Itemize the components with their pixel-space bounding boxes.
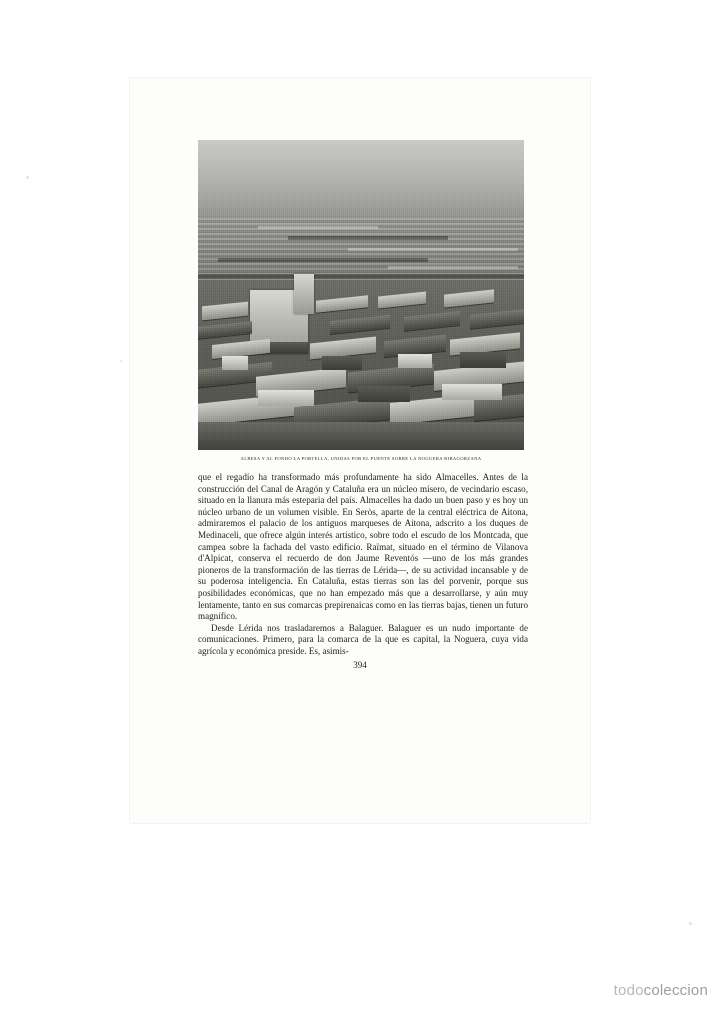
watermark-prefix: todo <box>613 982 644 999</box>
photograph-image <box>198 140 524 450</box>
photo-field-strip <box>288 236 448 240</box>
photo-field-strip <box>348 248 518 251</box>
photo-caption: ALBESA Y AL FONDO LA PORTELLA, UNIDAS POR EL PUENTE SOBRE LA NOGUERA RIBAGORZANA <box>240 456 482 461</box>
photo-foreground-ground <box>198 422 524 450</box>
scanned-page <box>130 78 590 823</box>
photo-field-strip <box>258 226 378 229</box>
watermark-strong: coleccion <box>643 982 708 999</box>
photo-facade <box>442 384 502 400</box>
photo-roof <box>470 309 524 329</box>
photo-roof <box>330 315 390 334</box>
photo-facade <box>258 390 314 406</box>
watermark <box>614 982 708 999</box>
photo-roof <box>444 289 494 307</box>
photo-roof <box>198 321 252 339</box>
photo-roof <box>316 295 368 312</box>
scan-speck <box>26 176 29 179</box>
photo-facade <box>322 356 362 370</box>
photo-facade <box>398 354 432 368</box>
photo-field-strip <box>388 266 518 269</box>
photo-roof <box>202 302 248 321</box>
photograph <box>198 140 524 450</box>
photo-field-strip <box>198 274 524 279</box>
photo-facade <box>358 386 410 402</box>
photo-roof <box>404 311 460 331</box>
photo-facade <box>460 352 506 368</box>
photo-roof <box>378 291 426 308</box>
page-content <box>130 78 590 823</box>
paragraph: que el regadío ha transformado más profundamente ha sido Almacelles. Antes de la construcción del Canal de Aragón y Cataluña era un núcleo mísero, de vecindario escaso, situado en la llanura más esteparia del país. Almacelles ha dado un buen paso y es hoy un núcleo urbano de un volumen visible. En Seròs, aparte de la central eléctrica de Aitona, admiraremos el palacio de los antiguos marqueses de Aitona, adscrito a los duques de Medinaceli, que ofrece algún interés artístico, sobre todo el escudo de los Montcada, que campea sobre la fachada del vasto edificio. Raïmat, situado en el término de Vilanova d'Alpicat, conserva el recuerdo de don Jaume Reventós —uno de los más grandes pioneros de la transformación de las tierras de Lérida—, de su actividad incansable y de su poderosa inteligencia. En Cataluña, estas tierras son las del porvenir, porque sus posibilidades económicas, que no han empezado más que a desarrollarse, y aún muy lentamente, tanto en sus comarcas prepirenaicas como en las tierras bajas, tienen un futuro magnífico. <box>198 472 528 622</box>
body-text <box>198 472 528 658</box>
scan-speck <box>120 360 122 362</box>
photo-field-strip <box>218 258 428 262</box>
photo-town-mass <box>198 280 524 450</box>
paragraph: Desde Lérida nos trasladaremos a Balaguer. Balaguer es un nudo importante de comunicaciones. Primero, para la comarca de la que es capital, la Noguera, cuya vida agrícola y económica preside. Es, asimis- <box>198 622 528 656</box>
page-number: 394 <box>353 660 367 670</box>
photo-church-tower <box>294 274 314 314</box>
scan-speck <box>689 922 692 925</box>
photo-facade <box>222 356 248 370</box>
